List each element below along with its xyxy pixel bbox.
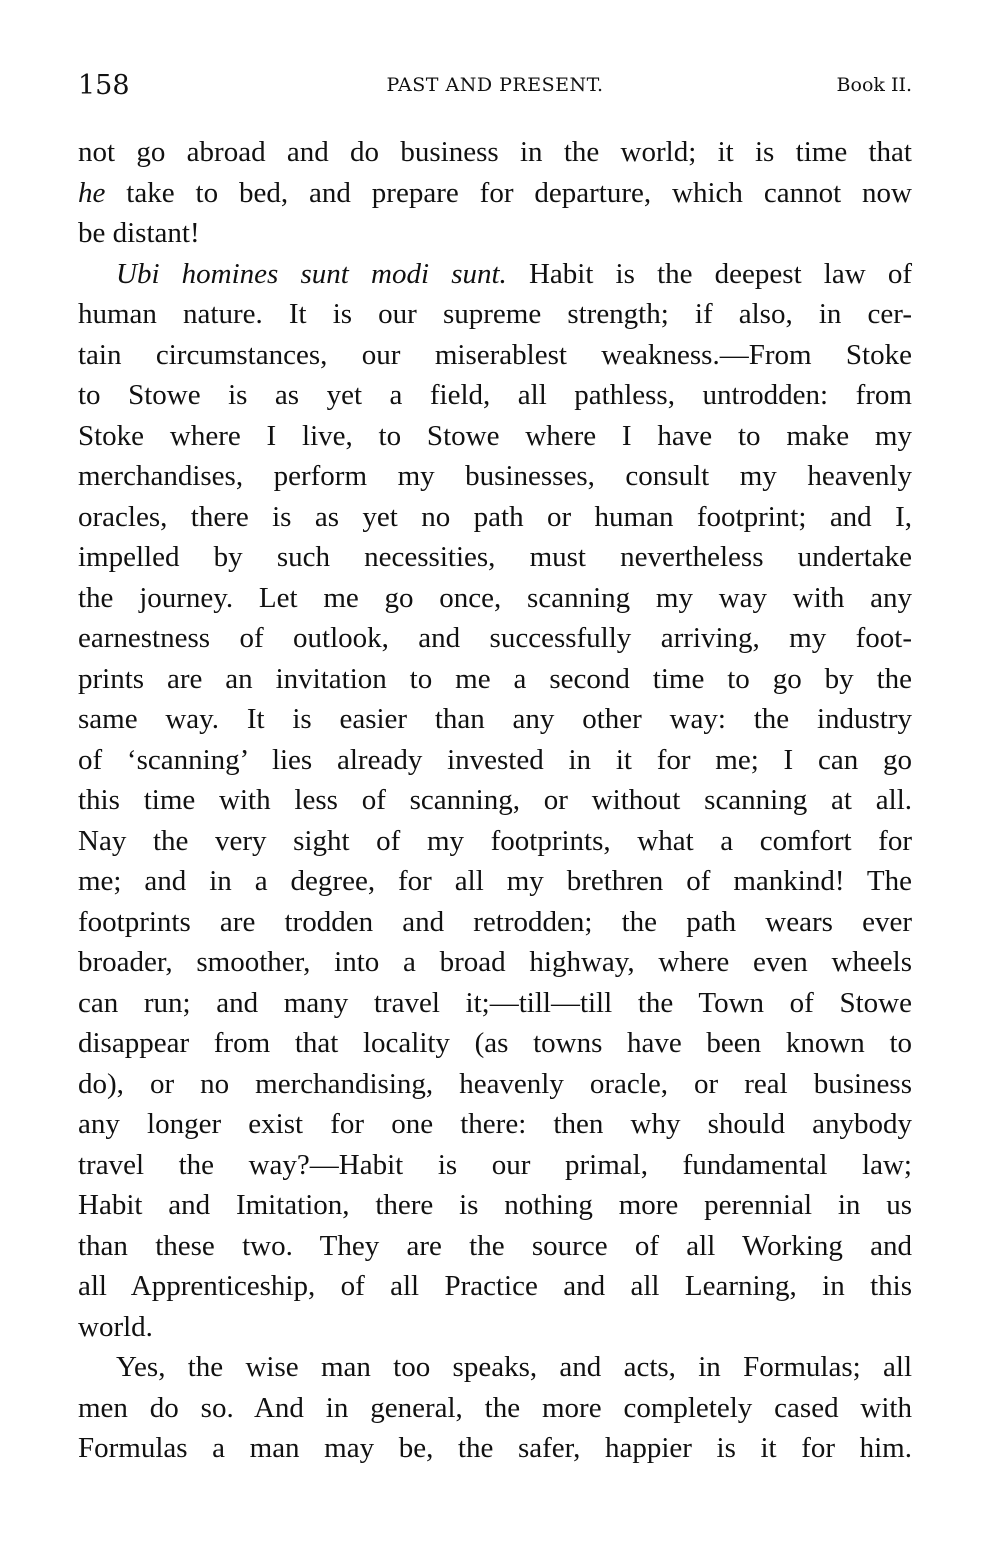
book-label: Book II. <box>836 74 912 96</box>
italic-text: he <box>78 176 106 209</box>
text-line <box>78 335 912 376</box>
text-line <box>78 740 912 781</box>
line-text: than these two. They are the source of all Working and <box>78 1229 912 1262</box>
line-text: travel the way?—Habit is our primal, fundamental law; <box>78 1148 912 1181</box>
text-line <box>78 659 912 700</box>
text-line <box>78 699 912 740</box>
text-line <box>78 1104 912 1145</box>
text-line <box>78 942 912 983</box>
text-line <box>78 861 912 902</box>
line-text: of ‘scanning’ lies already invested in it for me; I can go <box>78 743 912 776</box>
line-text: this time with less of scanning, or without scanning at all. <box>78 784 912 816</box>
text-line <box>78 1064 912 1105</box>
text-line <box>78 1388 912 1429</box>
text-line <box>78 1347 912 1388</box>
text-line <box>78 375 912 416</box>
line-text: Yes, the wise man too speaks, and acts, in Formulas; all <box>116 1351 912 1383</box>
text-line <box>78 497 912 538</box>
text-line <box>78 1023 912 1064</box>
text-line <box>78 578 912 619</box>
text-line <box>78 902 912 943</box>
line-text: Habit and Imitation, there is nothing more perennial in us <box>78 1189 912 1221</box>
line-text: Stoke where I live, to Stowe where I have to make my <box>78 419 912 452</box>
line-text: to Stowe is as yet a field, all pathless, untrodden: from <box>78 379 912 411</box>
text-line <box>78 1428 912 1469</box>
line-text: any longer exist for one there: then why should anybody <box>78 1108 912 1140</box>
line-text: merchandises, perform my businesses, consult my heavenly <box>78 460 912 492</box>
line-text: be distant! <box>78 217 200 249</box>
line-text: prints are an invitation to me a second time to go by the <box>78 662 912 695</box>
line-text: men do so. And in general, the more completely cased with <box>78 1391 912 1424</box>
line-text: Formulas a man may be, the safer, happier is it for him. <box>78 1432 912 1464</box>
line-text: Nay the very sight of my footprints, what a comfort for <box>78 824 912 857</box>
italic-text: Ubi homines sunt modi sunt. <box>116 257 507 290</box>
text-line <box>78 254 912 295</box>
line-text: all Apprenticeship, of all Practice and all Learning, in this <box>78 1270 912 1302</box>
text-line <box>78 618 912 659</box>
line-text: me; and in a degree, for all my brethren of mankind! The <box>78 865 912 897</box>
text-line <box>78 780 912 821</box>
line-text: impelled by such necessities, must nevertheless undertake <box>78 541 912 573</box>
text-line <box>78 821 912 862</box>
text-line <box>78 1145 912 1186</box>
line-text: human nature. It is our supreme strength; if also, in cer- <box>78 298 912 330</box>
line-text: can run; and many travel it;—till—till the Town of Stowe <box>78 986 912 1019</box>
line-text: disappear from that locality (as towns have been known to <box>78 1027 912 1059</box>
text-line <box>78 1266 912 1307</box>
line-text: tain circumstances, our miserablest weakness.—From Stoke <box>78 338 912 371</box>
running-header <box>78 70 912 104</box>
line-text: earnestness of outlook, and successfully arriving, my foot- <box>78 622 912 654</box>
line-text: the journey. Let me go once, scanning my way with any <box>78 581 912 614</box>
line-text: not go abroad and do business in the world; it is time that <box>78 136 912 168</box>
line-text: take to bed, and prepare for departure, which cannot now <box>105 176 912 209</box>
text-line <box>78 132 912 173</box>
text-line <box>78 173 912 214</box>
text-line <box>78 456 912 497</box>
text-line <box>78 294 912 335</box>
text-line <box>78 1185 912 1226</box>
page-number: 158 <box>78 70 130 101</box>
line-text: same way. It is easier than any other way: the industry <box>78 703 912 735</box>
line-text: do), or no merchandising, heavenly oracle, or real business <box>78 1067 912 1100</box>
text-line <box>78 537 912 578</box>
text-line <box>78 1226 912 1267</box>
line-text: oracles, there is as yet no path or human footprint; and I, <box>78 500 912 533</box>
line-text: broader, smoother, into a broad highway, where even wheels <box>78 946 912 978</box>
running-title: PAST AND PRESENT. <box>386 74 604 96</box>
line-text: footprints are trodden and retrodden; the path wears ever <box>78 905 912 938</box>
line-text: Habit is the deepest law of <box>506 257 912 290</box>
line-text: world. <box>78 1310 153 1343</box>
text-line <box>78 983 912 1024</box>
text-line <box>78 213 912 254</box>
body-text <box>78 132 912 1469</box>
text-line <box>78 416 912 457</box>
text-line <box>78 1307 912 1348</box>
